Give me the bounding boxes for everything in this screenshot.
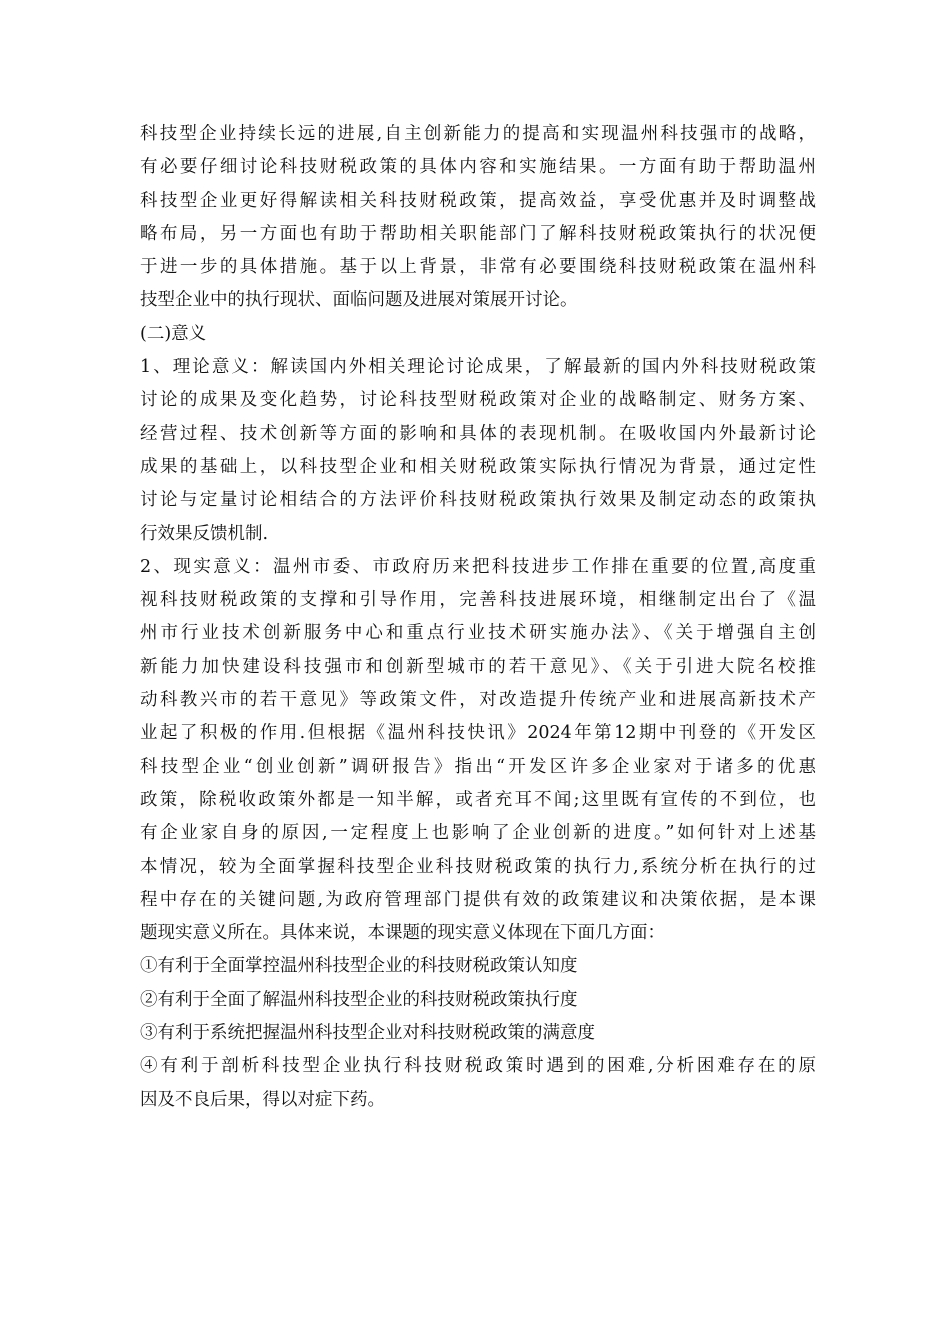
text-line: 政策，除税收政策外都是一知半解，或者充耳不闻;这里既有宣传的不到位，也 <box>140 789 816 810</box>
text-line: 技型企业中的执行现状、面临问题及进展对策展开讨论。 <box>140 290 578 311</box>
text-line: 业起了积极的作用.但根据《温州科技快讯》2024年第12期中刊登的《开发区 <box>140 723 816 744</box>
list-item: ③有利于系统把握温州科技型企业对科技财税政策的满意度 <box>140 1023 595 1044</box>
text-line: 动科教兴市的若干意见》等政策文件，对改造提升传统产业和进展高新技术产 <box>140 690 816 711</box>
text-line: 题现实意义所在。具体来说，本课题的现实意义体现在下面几方面： <box>140 923 665 944</box>
list-item: ①有利于全面掌控温州科技型企业的科技财税政策认知度 <box>140 956 578 977</box>
text-line: 经营过程、技术创新等方面的影响和具体的表现机制。在吸收国内外最新讨论 <box>140 423 816 444</box>
text-line: 因及不良后果，得以对症下药。 <box>140 1089 385 1110</box>
list-item: ②有利于全面了解温州科技型企业的科技财税政策执行度 <box>140 989 578 1010</box>
text-line: 州市行业技术创新服务中心和重点行业技术研实施办法》、《关于增强自主创 <box>140 623 816 644</box>
text-line: 成果的基础上，以科技型企业和相关财税政策实际执行情况为背景，通过定性 <box>140 456 816 477</box>
text-line: 新能力加快建设科技强市和创新型城市的若干意见》、《关于引进大院名校推 <box>140 656 816 677</box>
text-line: 有必要仔细讨论科技财税政策的具体内容和实施结果。一方面有助于帮助温州 <box>140 157 816 178</box>
text-line: 略布局，另一方面也有助于帮助相关职能部门了解科技财税政策执行的状况便 <box>140 223 816 244</box>
text-line: 科技型企业更好得解读相关科技财税政策，提高效益，享受优惠并及时调整战 <box>140 190 816 211</box>
text-line: 讨论与定量讨论相结合的方法评价科技财税政策执行效果及制定动态的政策执 <box>140 490 816 511</box>
text-line: 科技型企业持续长远的进展,自主创新能力的提高和实现温州科技强市的战略， <box>140 124 816 144</box>
text-line: 1、理论意义：解读国内外相关理论讨论成果，了解最新的国内外科技财税政策 <box>140 357 816 378</box>
list-item: ④有利于剖析科技型企业执行科技财税政策时遇到的困难,分析困难存在的原 <box>140 1056 816 1077</box>
text-line: 科技型企业“创业创新”调研报告》指出“开发区许多企业家对于诸多的优惠 <box>140 756 816 777</box>
text-line: 2、现实意义：温州市委、市政府历来把科技进步工作排在重要的位置,高度重 <box>140 556 816 577</box>
text-line: 有企业家自身的原因,一定程度上也影响了企业创新的进度。”如何针对上述基 <box>140 823 816 844</box>
text-line: 行效果反馈机制. <box>140 523 269 544</box>
text-line: 程中存在的关键问题,为政府管理部门提供有效的政策建议和决策依据，是本课 <box>140 889 816 910</box>
text-line: 本情况，较为全面掌握科技型企业科技财税政策的执行力,系统分析在执行的过 <box>140 856 816 877</box>
text-line: 视科技财税政策的支撑和引导作用，完善科技进展环境，相继制定出台了《温 <box>140 590 816 611</box>
text-line: 于进一步的具体措施。基于以上背景，非常有必要围绕科技财税政策在温州科 <box>140 257 816 278</box>
text-line: 讨论的成果及变化趋势，讨论科技型财税政策对企业的战略制定、财务方案、 <box>140 390 816 411</box>
section-heading: (二)意义 <box>140 323 207 344</box>
document-body <box>140 118 816 1117</box>
